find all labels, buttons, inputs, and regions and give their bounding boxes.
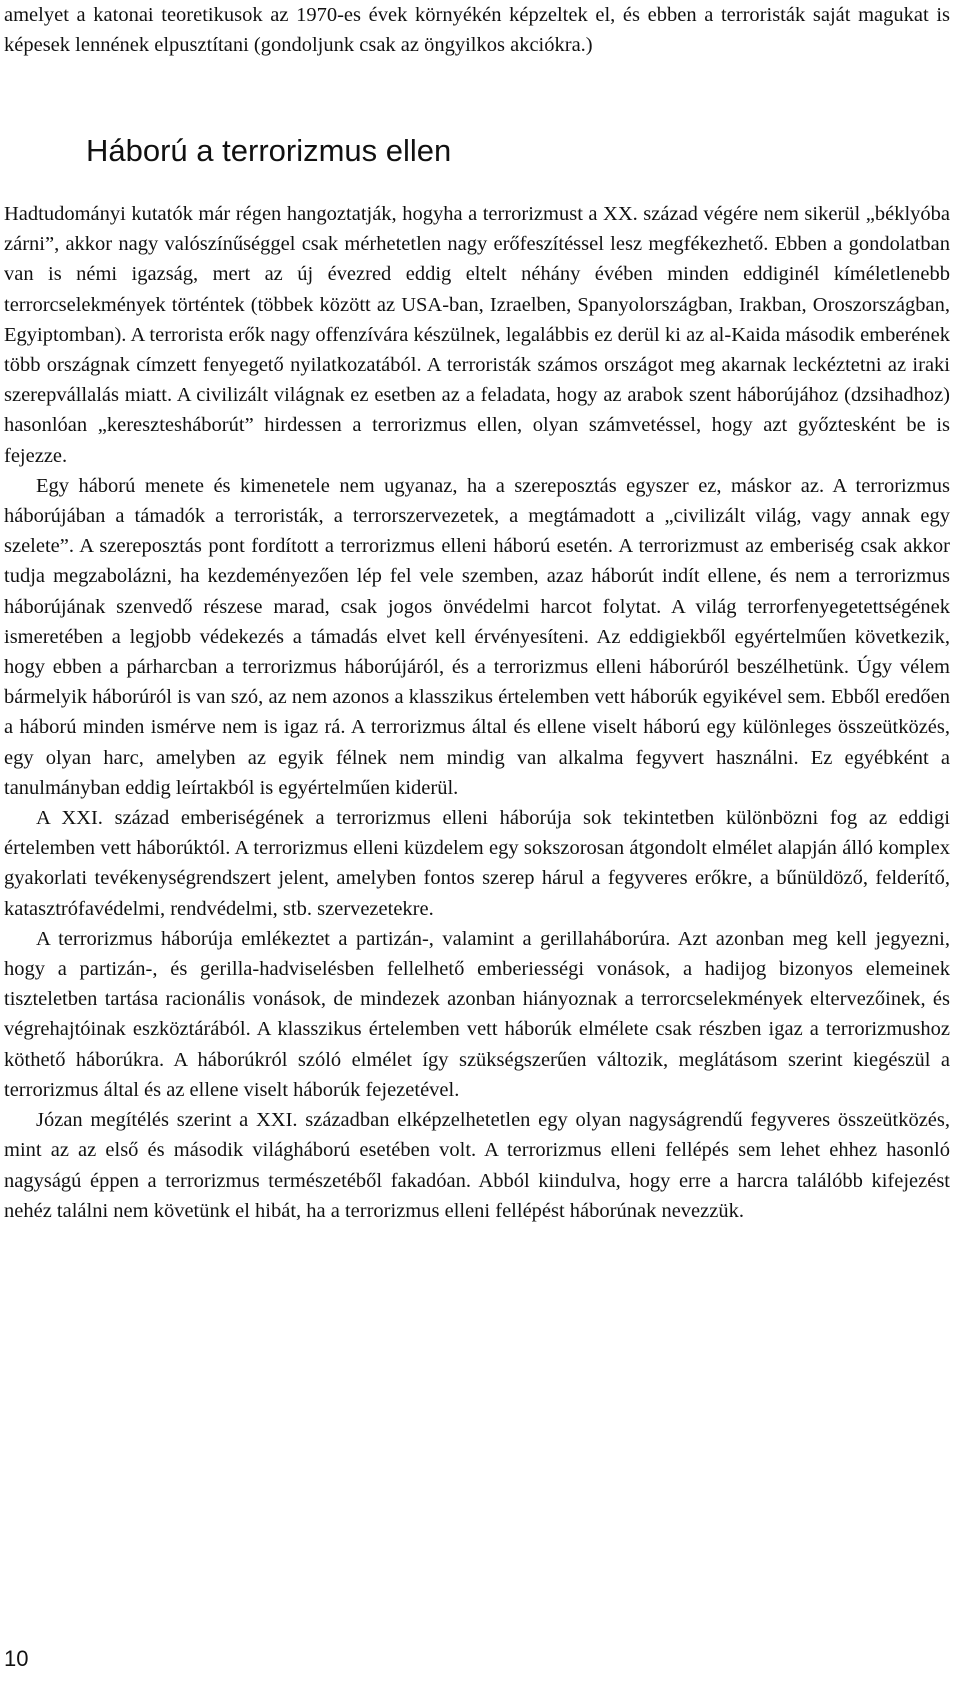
paragraph-1: Hadtudományi kutatók már régen hangoztatják, hogyha a terrorizmust a XX. század végére nem sikerül „béklyóba zárni”, akkor nagy valószínűséggel csak mérhetetlen nagy erőfeszítéssel lesz megfékezhető. Ebben a gondolatban van is némi igazság, mert az új évezred eddig eltelt néhány évében minden eddiginél kíméletlenebb terrorcselekmények történtek (többek között az USA-ban, Izraelben, Spanyolországban, Irakban, Oroszországban, Egyiptomban). A terrorista erők nagy offenzívára készülnek, legalábbis ez derül ki az al-Kaida második emberének több országnak címzett fenyegető nyilatkozatából. A terroristák számos országot meg akarnak leckéztetni az iraki szerepvállalás miatt. A civilizált világnak ez esetben az a feladata, hogy az arabok szent háborújához (dzsihadhoz) hasonlóan „keresztesháborút” hirdessen a terrorizmus ellen, olyan számvetéssel, hogy azt győztesként be is fejezze.: [4, 203, 950, 467]
paragraph-4: A terrorizmus háborúja emlékeztet a partizán-, valamint a gerillaháborúra. Azt azonban meg kell jegyezni, hogy a partizán-, és gerilla-hadviselésben fellelhető emberiességi vonások, a hadijog bizonyos elemeinek tiszteletben tartása racionális vonások, de mindezek azonban hiányoznak a terrorcselekmények eltervezőinek, és végrehajtóinak eszköztárából. A klasszikus értelemben vett háborúk elmélete csak részben igaz a terrorizmushoz köthető háborúkra. A háborúkról szóló elmélet így szükségszerűen változik, meglátásom szerint kiegészül a terrorizmus által és az ellene viselt háborúk fejezetével.: [4, 927, 950, 1101]
paragraph-5: Józan megítélés szerint a XXI. században elképzelhetetlen egy olyan nagyságrendű fegyveres összeütközés, mint az az első és második világháború esetében volt. A terrorizmus elleni fellépés sem lehet ehhez hasonló nagyságú éppen a terrorizmus természetéből fakadóan. Abból kiindulva, hogy erre a harcra találóbb kifejezést nehéz találni nem követünk el hibát, ha a terrorizmus elleni fellépést háborúnak nevezzük.: [4, 1109, 950, 1222]
page-number: 10: [4, 1646, 29, 1671]
paragraph-3: A XXI. század emberiségének a terrorizmus elleni háborúja sok tekintetben különbözni fog az eddigi értelemben vett háborúktól. A terrorizmus elleni küzdelem egy sokszorosan átgondolt elmélet alapján álló komplex gyakorlati tevékenységrendszert jelent, amelyben fontos szerep hárul a fegyveres erőkre, a bűnüldöző, felderítő, katasztrófavédelmi, rendvédelmi, stb. szervezetekre.: [4, 807, 950, 920]
intro-paragraph: [4, 0, 950, 60]
paragraph-2: Egy háború menete és kimenetele nem ugyanaz, ha a szereposztás egyszer ez, máskor az. A terrorizmus háborújában a támadók a terroristák, a terrorszervezetek, a megtámadott a „civilizált világ, vagy annak egy szelete”. A szereposztás pont fordított a terrorizmus elleni háború esetén. A terrorizmust az emberiség csak akkor tudja megzabolázni, ha kezdeményezően lép fel vele szemben, azaz háborút indít ellene, és nem a terrorizmus háborújának szenvedő részese marad, csak jogos önvédelmi harcot folytat. A világ terrorfenyegetettségének ismeretében a legjobb védekezés a támadás elvet kell érvényesíteni. Az eddigiekből egyértelműen következik, hogy ebben a párharcban a terrorizmus háborújáról, és a terrorizmus elleni háborúról beszélhetünk. Úgy vélem bármelyik háborúról is van szó, az nem azonos a klasszikus értelemben vett háborúk egyikével sem. Ebből eredően a háború minden ismérve nem is igaz rá. A terrorizmus által és ellene viselt háború egy különleges összeütközés, egy olyan harc, amelyben az egyik félnek nem mindig van alkalma fegyvert használni. Ez egyébként a tanulmányban eddig leírtakból is egyértelműen kiderül.: [4, 474, 950, 799]
intro-text: amelyet a katonai teoretikusok az 1970-es évek környékén képzeltek el, és ebben a terroristák saját magukat is képesek lennének elpusztítani (gondoljunk csak az öngyilkos akciókra.): [4, 4, 950, 57]
section-heading: Háború a terrorizmus ellen: [86, 133, 452, 168]
section-body: [4, 199, 950, 1226]
